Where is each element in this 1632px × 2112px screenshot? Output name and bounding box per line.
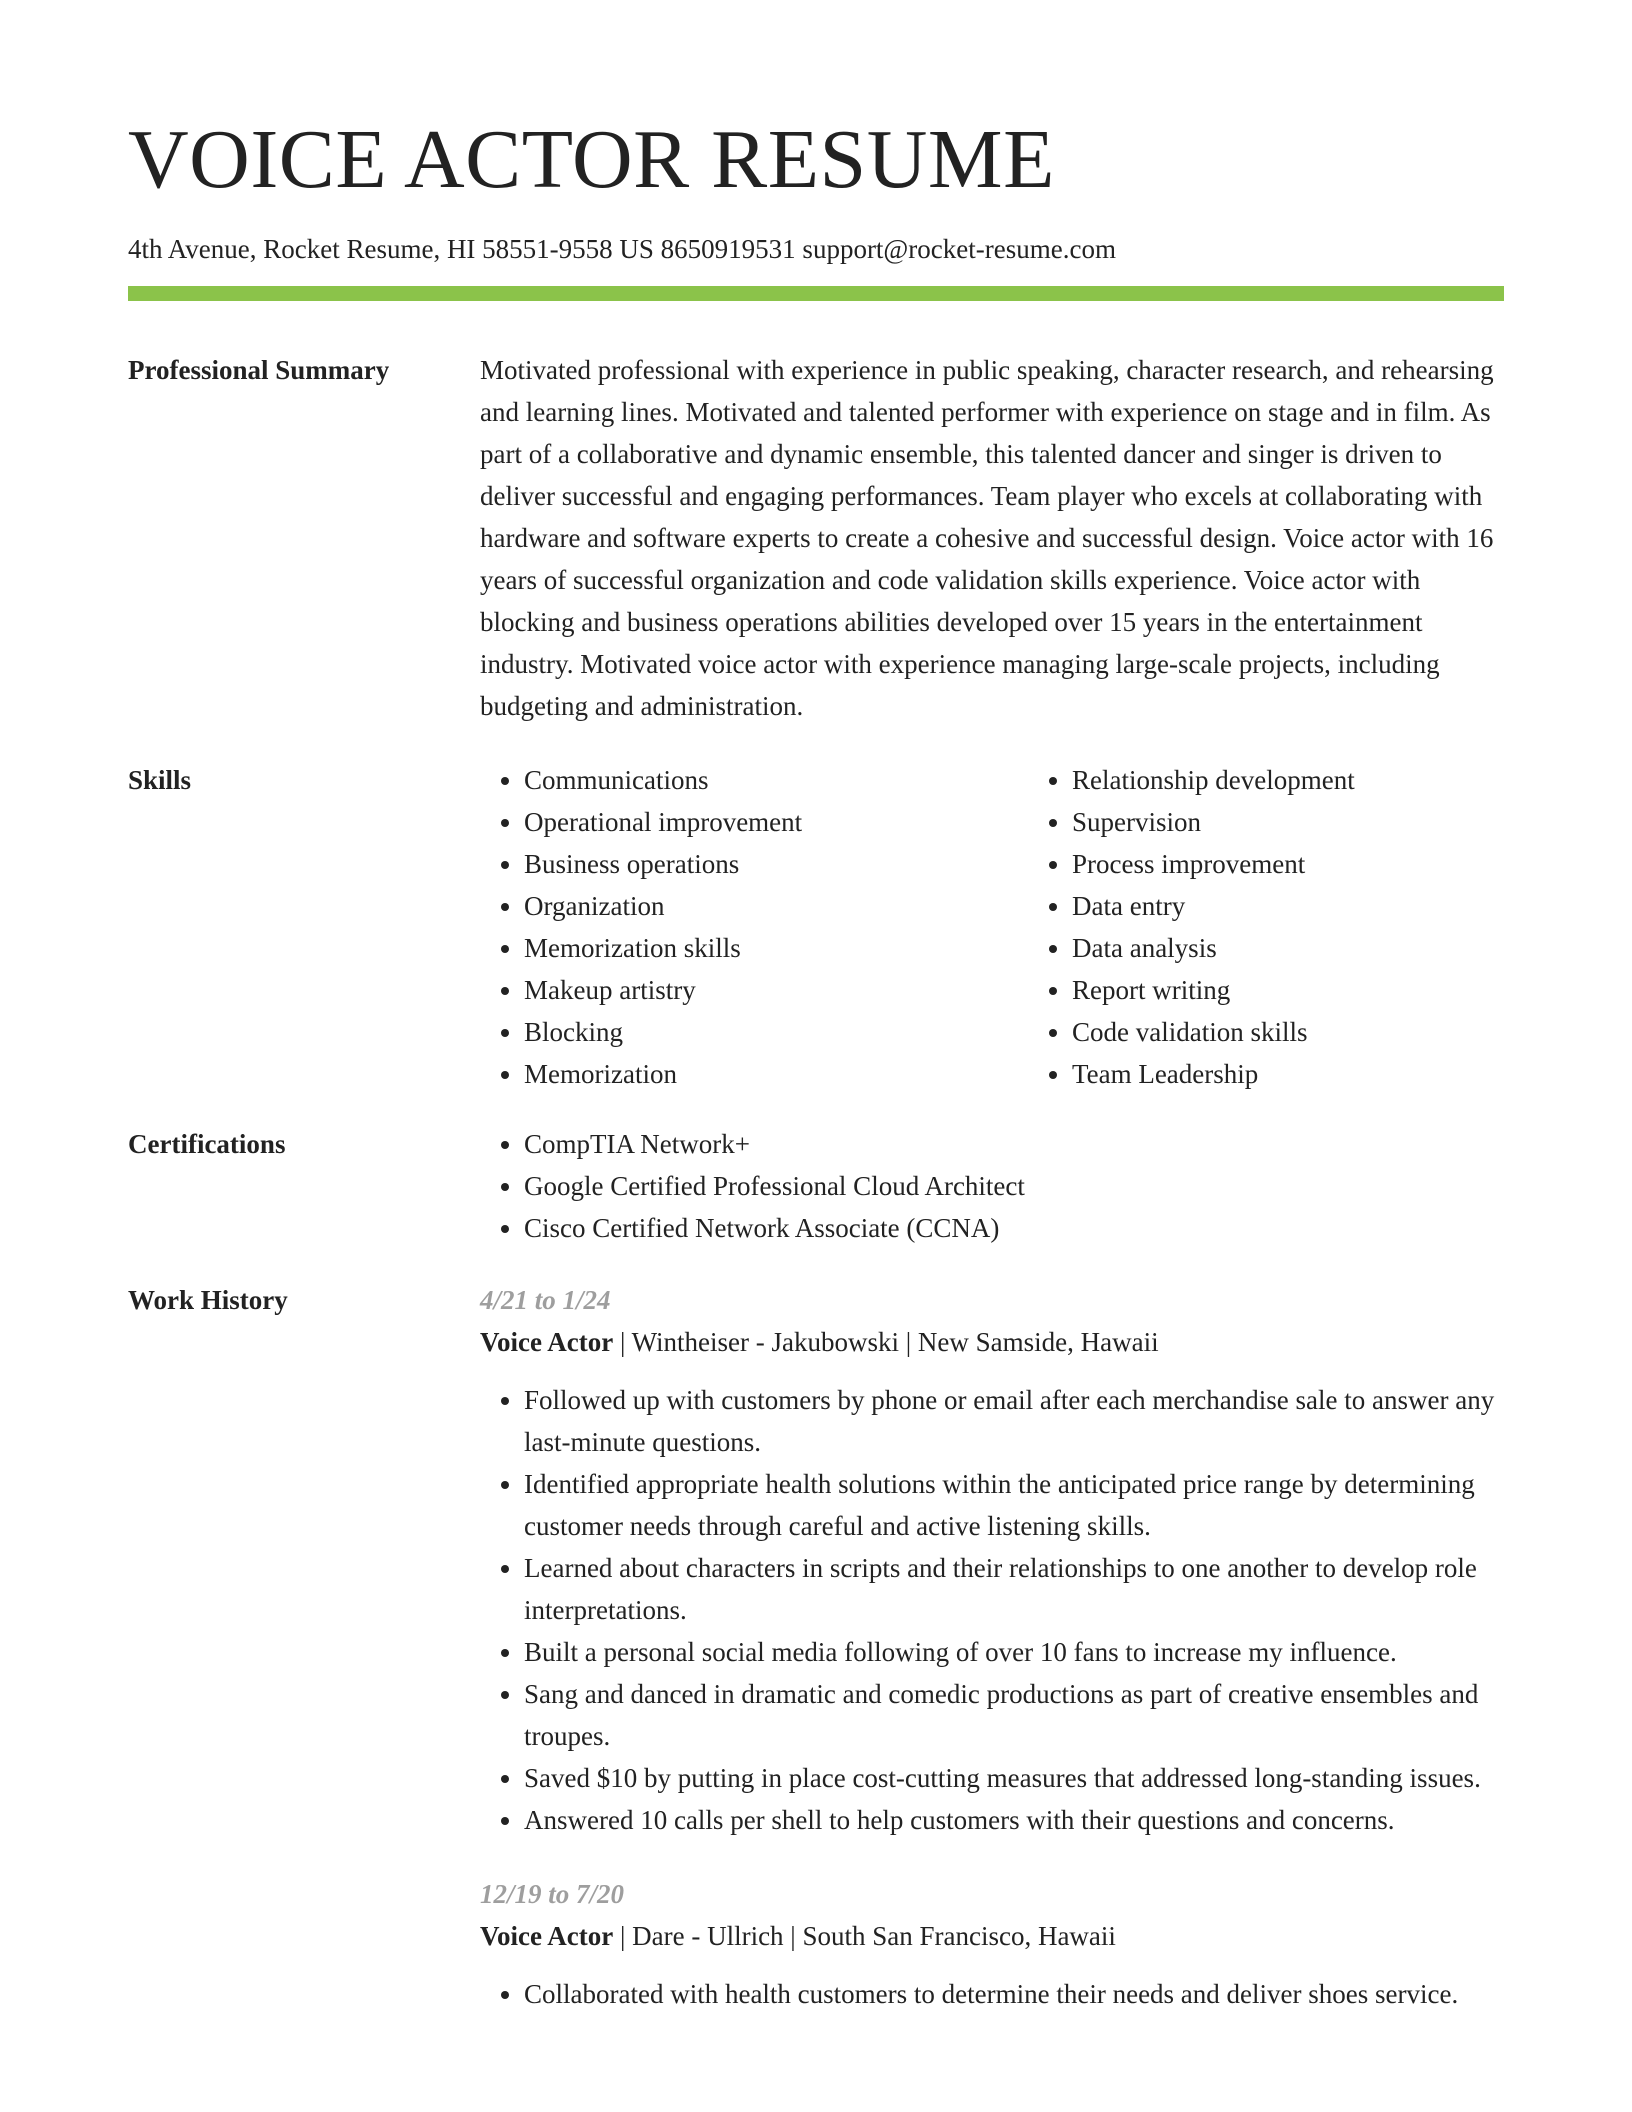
summary-label: Professional Summary <box>128 355 390 385</box>
skill-item: • Process improvement <box>1072 843 1532 885</box>
skill-item: • Code validation skills <box>1072 1011 1532 1053</box>
job-heading <box>480 1321 1504 1363</box>
skill-item: • Makeup artistry <box>524 969 984 1011</box>
certifications-list <box>480 1123 1504 1249</box>
resume-title: VOICE ACTOR RESUME <box>128 113 1055 206</box>
skill-item: • Operational improvement <box>524 801 984 843</box>
job-dates: 4/21 to 1/24 <box>480 1285 611 1315</box>
skill-item: • Data analysis <box>1072 927 1532 969</box>
job-bullet: • Collaborated with health customers to determine their needs and deliver shoes service. <box>524 1973 1504 2015</box>
skill-item: • Supervision <box>1072 801 1532 843</box>
job-dates: 12/19 to 7/20 <box>480 1879 625 1909</box>
job-title: Voice Actor <box>480 1327 614 1357</box>
certification-item: • Google Certified Professional Cloud Architect <box>524 1165 1504 1207</box>
skills-label: Skills <box>128 765 192 795</box>
summary-content <box>480 349 1504 727</box>
job-title: Voice Actor <box>480 1921 614 1951</box>
skill-item: • Communications <box>524 759 984 801</box>
skill-item: • Relationship development <box>1072 759 1532 801</box>
skills-content <box>480 759 1504 1095</box>
header-divider <box>128 286 1504 301</box>
skill-item: • Team Leadership <box>1072 1053 1532 1095</box>
skill-item: • Data entry <box>1072 885 1532 927</box>
job-entry <box>480 1873 1504 2015</box>
certification-item: • CompTIA Network+ <box>524 1123 1504 1165</box>
job-entry <box>480 1279 1504 1841</box>
job-bullet: • Built a personal social media following of over 10 fans to increase my influence. <box>524 1631 1504 1673</box>
skill-item: • Memorization skills <box>524 927 984 969</box>
contact-line: 4th Avenue, Rocket Resume, HI 58551-9558 US 8650919531 support@rocket-resume.com <box>128 234 1116 264</box>
job-bullets <box>480 1379 1504 1841</box>
work-history-label: Work History <box>128 1285 288 1315</box>
skill-item: • Organization <box>524 885 984 927</box>
skills-list-left <box>480 759 984 1095</box>
work-history-content <box>480 1279 1504 2015</box>
job-bullet: • Saved $10 by putting in place cost-cutting measures that addressed long-standing issues. <box>524 1757 1504 1799</box>
skill-item: • Business operations <box>524 843 984 885</box>
job-bullet: • Followed up with customers by phone or email after each merchandise sale to answer any last-minute questions. <box>524 1379 1504 1463</box>
job-bullet: • Sang and danced in dramatic and comedic productions as part of creative ensembles and troupes. <box>524 1673 1504 1757</box>
job-heading <box>480 1915 1504 1957</box>
skills-list-right <box>1028 759 1532 1095</box>
certifications-content <box>480 1123 1504 1249</box>
certifications-label: Certifications <box>128 1129 286 1159</box>
summary-text: Motivated professional with experience in public speaking, character research, and rehearsing and learning lines. Motivated and talented performer with experience on stage and in film. As part of a collaborative and dynamic ensemble, this talented dancer and singer is driven to deliver successful and engaging performances. Team player who excels at collaborating with hardware and software experts to create a cohesive and successful design. Voice actor with 16 years of successful organization and code validation skills experience. Voice actor with blocking and business operations abilities developed over 15 years in the entertainment industry. Motivated voice actor with experience managing large-scale projects, including budgeting and administration. <box>480 355 1494 721</box>
job-bullet: • Learned about characters in scripts and their relationships to one another to develop role interpretations. <box>524 1547 1504 1631</box>
certification-item: • Cisco Certified Network Associate (CCNA) <box>524 1207 1504 1249</box>
job-details: | Wintheiser - Jakubowski | New Samside, Hawaii <box>613 1327 1159 1357</box>
skill-item: • Report writing <box>1072 969 1532 1011</box>
job-details: | Dare - Ullrich | South San Francisco, Hawaii <box>613 1921 1116 1951</box>
skill-item: • Memorization <box>524 1053 984 1095</box>
job-bullet: • Identified appropriate health solutions within the anticipated price range by determining customer needs through careful and active listening skills. <box>524 1463 1504 1547</box>
skill-item: • Blocking <box>524 1011 984 1053</box>
skills-columns <box>480 759 1504 1095</box>
job-bullets <box>480 1973 1504 2015</box>
job-bullet: • Answered 10 calls per shell to help customers with their questions and concerns. <box>524 1799 1504 1841</box>
